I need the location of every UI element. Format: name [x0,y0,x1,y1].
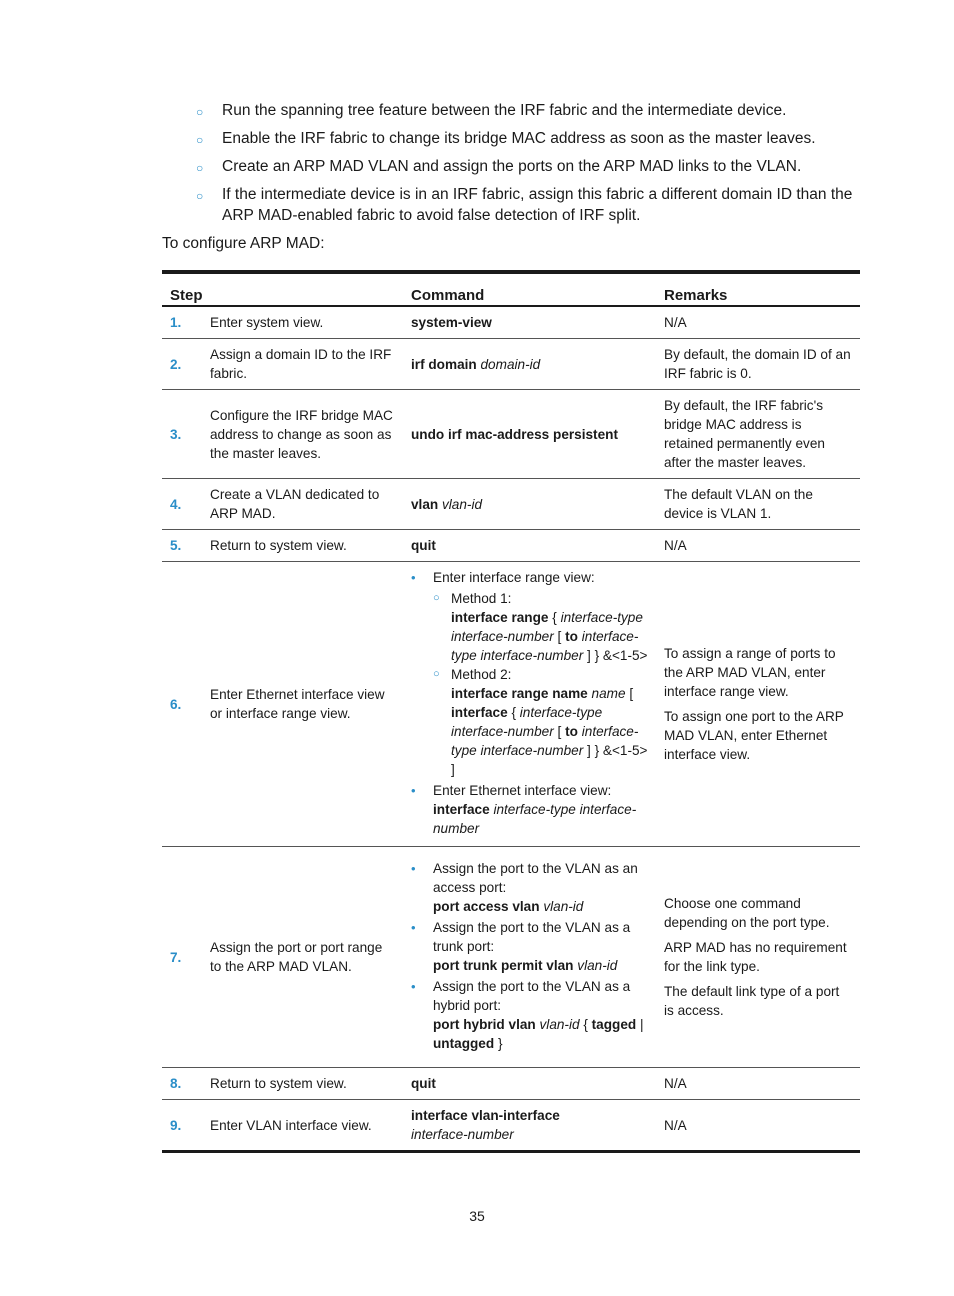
circle-bullet-icon: ○ [196,105,204,119]
step-text: Assign the port or port range to the ARP MAD VLAN. [202,847,403,1068]
list-item: • Enter Ethernet interface view: interface interface-type interface-number [411,783,637,836]
step-number: 5. [162,530,202,562]
command-cell [403,847,656,1068]
dot-bullet-icon: • [411,861,416,876]
table-row [162,306,860,339]
table-header-row [162,272,860,306]
circle-bullet-icon: ○ [433,668,440,680]
dot-bullet-icon: • [411,570,416,585]
remarks-cell [656,847,860,1068]
header-step: Step [162,272,403,306]
header-remarks: Remarks [656,272,860,306]
remarks-cell: By default, the IRF fabric's bridge MAC address is retained permanently even after the master leaves. [656,390,860,479]
step-text: Configure the IRF bridge MAC address to change as soon as the master leaves. [202,390,403,479]
table-row [162,339,860,390]
command-keyword: interface vlan-interface [411,1108,560,1123]
circle-bullet-icon: ○ [196,133,204,147]
command-argument: domain-id [480,356,541,372]
remarks-cell: By default, the domain ID of an IRF fabric is 0. [656,339,860,390]
remarks-cell: The default VLAN on the device is VLAN 1. [656,479,860,530]
step-number: 4. [162,479,202,530]
command-cell [403,339,656,390]
command-cell: quit [403,1068,656,1100]
command-cell: system-view [403,306,656,339]
step-number: 7. [162,847,202,1068]
step-text: Enter VLAN interface view. [202,1100,403,1152]
remarks-cell: N/A [656,1068,860,1100]
command-cell [403,562,656,847]
step-text: Create a VLAN dedicated to ARP MAD. [202,479,403,530]
bullet-item: ○ Create an ARP MAD VLAN and assign the ports on the ARP MAD links to the VLAN. [196,156,860,177]
method-list [433,589,648,779]
remarks-paragraph: Choose one command depending on the port type. [664,896,830,930]
config-table [162,270,860,1153]
command-list [411,859,648,1053]
list-item: • Assign the port to the VLAN as a trunk port: port trunk permit vlan vlan-id [411,920,631,973]
table-row [162,390,860,479]
table-row [162,1100,860,1152]
bullet-list [196,100,860,233]
step-number: 2. [162,339,202,390]
bullet-item: ○ If the intermediate device is in an IRF fabric, assign this fabric a different domain ID than the ARP MAD-enabled fabric to avoid false detection of IRF split. [196,186,853,224]
command-keyword: irf domain [411,356,477,372]
list-item: ○ Method 1: interface range { interface-type interface-number [ to interface-type interface-number ] } &<1-5> [433,591,648,663]
remarks-cell: N/A [656,1100,860,1152]
command-argument: interface-number [411,1127,514,1142]
remarks-paragraph: The default link type of a port is access. [664,984,840,1018]
table-row [162,479,860,530]
circle-bullet-icon: ○ [196,161,204,175]
table-row [162,562,860,847]
command-cell [403,479,656,530]
command-cell: undo irf mac-address persistent [403,390,656,479]
remarks-cell: N/A [656,306,860,339]
step-number: 1. [162,306,202,339]
step-text: Enter system view. [202,306,403,339]
command-list [411,568,648,838]
step-text: Enter Ethernet interface view or interface range view. [202,562,403,847]
table-row [162,847,860,1068]
dot-bullet-icon: • [411,979,416,994]
list-item: ○ Method 2: interface range name name [ interface { interface-type interface-number [ to interface-type interface-number ] } &<1-5> ] [433,667,648,777]
list-item: • Assign the port to the VLAN as a hybrid port: port hybrid vlan vlan-id { tagged | untagged } [411,979,644,1051]
circle-bullet-icon: ○ [196,189,204,203]
table-row [162,530,860,562]
step-text: Return to system view. [202,530,403,562]
command-cell [403,1100,656,1152]
page-number: 35 [469,1208,485,1224]
command-argument: vlan-id [441,496,483,512]
list-item: • Enter interface range view: ○ Method 1: interface range { interface-type interface-number [ to interface-type interface-number ] } &<1-5> ○ Method 2: interface range name name [ interface { interface-type interface-number [ to interface-type interface-number ] } &<1-5> ] [411,570,648,777]
remarks-cell: N/A [656,530,860,562]
remarks-paragraph: ARP MAD has no requirement for the link type. [664,940,847,974]
intro-text: To configure ARP MAD: [162,235,325,252]
step-number: 9. [162,1100,202,1152]
dot-bullet-icon: • [411,783,416,798]
command-keyword: vlan [411,496,439,512]
circle-bullet-icon: ○ [433,592,440,604]
step-text: Return to system view. [202,1068,403,1100]
table-row [162,1068,860,1100]
step-text: Assign a domain ID to the IRF fabric. [202,339,403,390]
command-cell: quit [403,530,656,562]
step-number: 8. [162,1068,202,1100]
bullet-item: ○ Enable the IRF fabric to change its bridge MAC address as soon as the master leaves. [196,128,860,149]
remarks-cell [656,562,860,847]
dot-bullet-icon: • [411,920,416,935]
remarks-paragraph: To assign one port to the ARP MAD VLAN, enter Ethernet interface view. [664,709,844,762]
header-command: Command [403,272,656,306]
remarks-paragraph: To assign a range of ports to the ARP MAD VLAN, enter interface range view. [664,646,836,699]
bullet-item: ○ Run the spanning tree feature between the IRF fabric and the intermediate device. [196,100,860,121]
step-number: 3. [162,390,202,479]
step-number: 6. [162,562,202,847]
list-item: • Assign the port to the VLAN as an access port: port access vlan vlan-id [411,861,638,914]
